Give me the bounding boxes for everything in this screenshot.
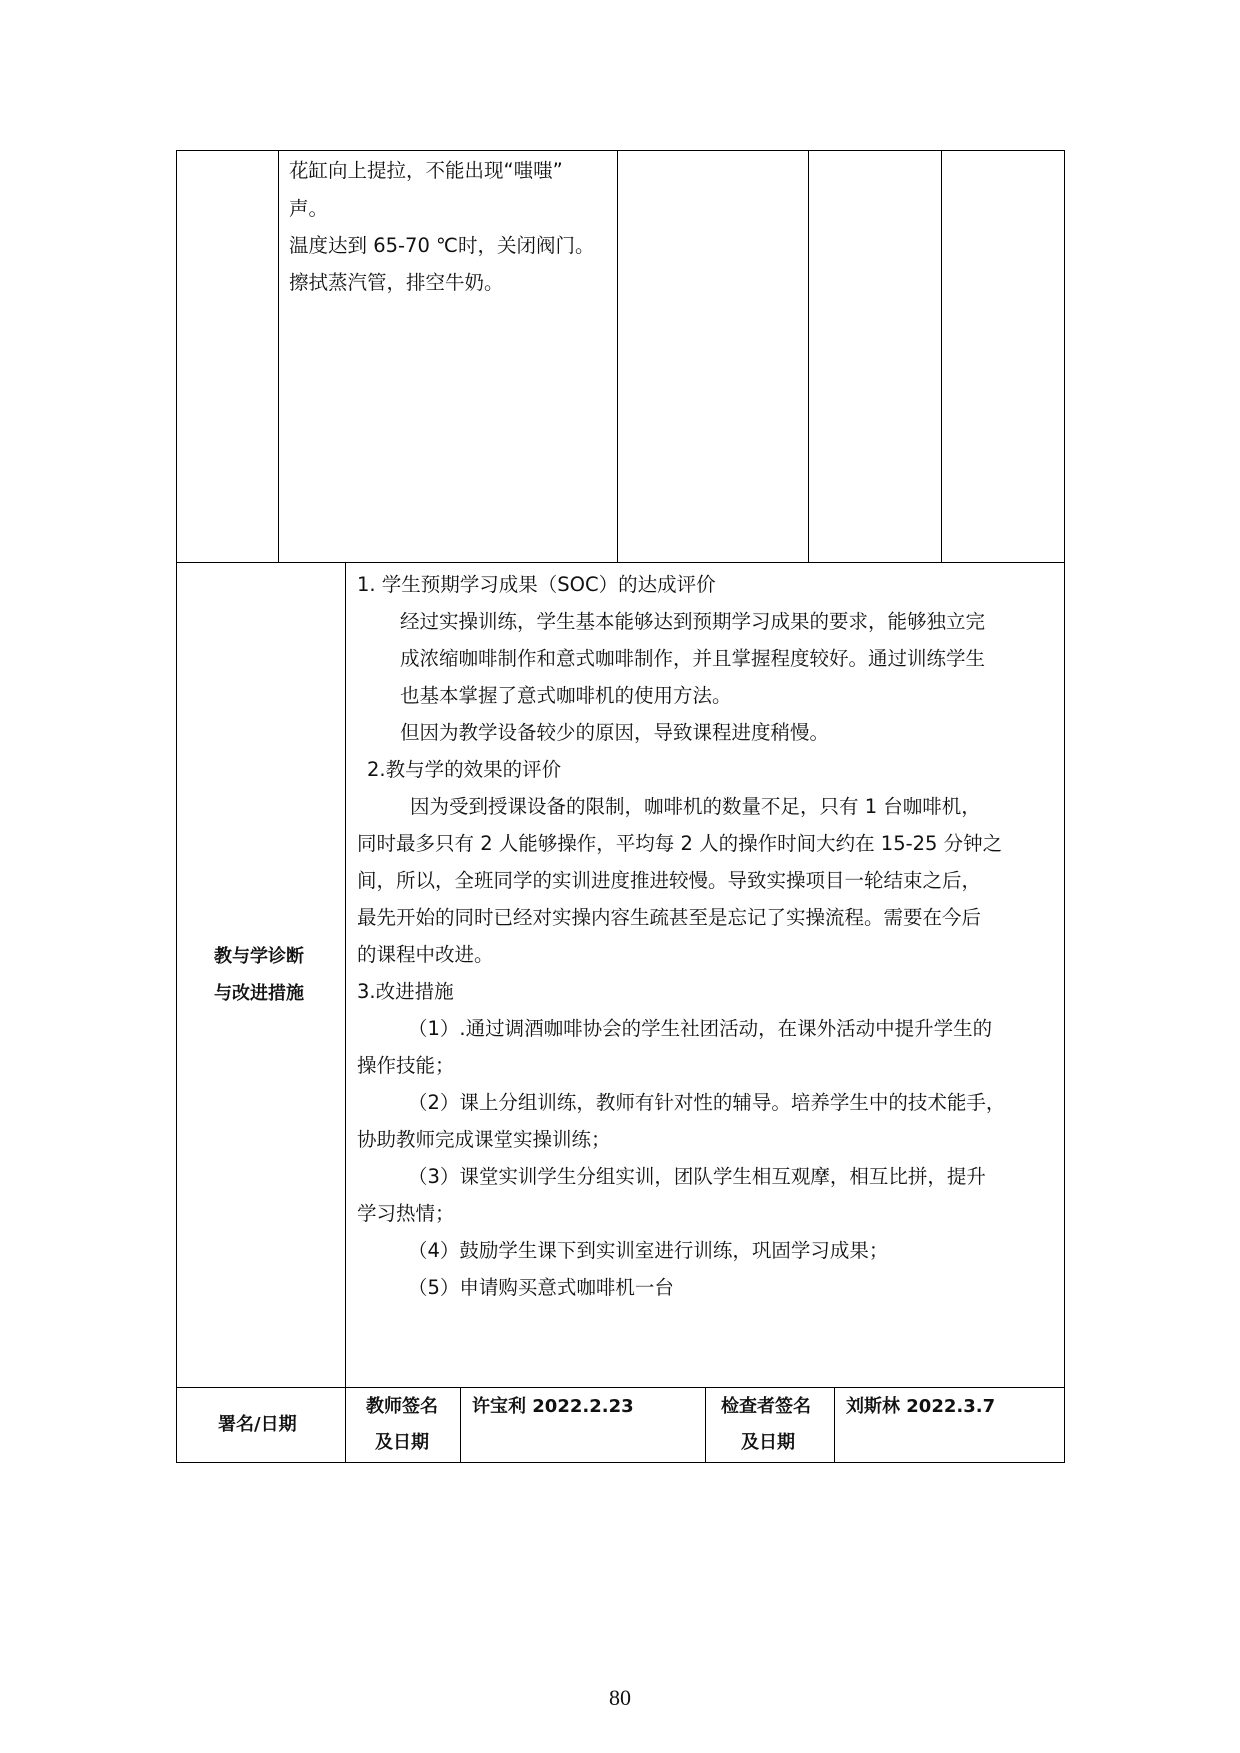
step-line: 擦拭蒸汽管，排空牛奶。 bbox=[289, 271, 504, 294]
top-col-divider-3 bbox=[808, 150, 809, 563]
measure-line: （2）课上分组训练，教师有针对性的辅导。培养学生中的技术能手， bbox=[408, 1091, 1006, 1114]
diagnosis-label-line2: 与改进措施 bbox=[214, 983, 304, 1004]
mid-col-divider bbox=[345, 562, 346, 1463]
sig-col-divider-1 bbox=[460, 1387, 461, 1463]
diagnosis-label-line1: 教与学诊断 bbox=[214, 946, 304, 967]
checker-signature-label-line2: 及日期 bbox=[741, 1432, 795, 1453]
sig-col-divider-2 bbox=[705, 1387, 706, 1463]
table-border-bottom bbox=[176, 1462, 1065, 1463]
checker-signature-label-line1: 检查者签名 bbox=[721, 1396, 811, 1417]
checker-signature-value: 刘斯林 2022.3.7 bbox=[846, 1396, 996, 1417]
paragraph-line: 因为受到授课设备的限制，咖啡机的数量不足，只有 1 台咖啡机， bbox=[410, 795, 981, 818]
step-line: 花缸向上提拉，不能出现“嗤嗤” bbox=[289, 159, 563, 182]
sig-col-divider-3 bbox=[834, 1387, 835, 1463]
paragraph-line: 成浓缩咖啡制作和意式咖啡制作，并且掌握程度较好。通过训练学生 bbox=[400, 647, 986, 670]
table-border-left bbox=[176, 150, 177, 1463]
page-number: 80 bbox=[609, 1685, 631, 1710]
paragraph-line: 经过实操训练，学生基本能够达到预期学习成果的要求，能够独立完 bbox=[400, 610, 986, 633]
top-col-divider-2 bbox=[617, 150, 618, 563]
paragraph-line: 的课程中改进。 bbox=[357, 943, 494, 966]
measure-line: （3）课堂实训学生分组实训，团队学生相互观摩，相互比拼，提升 bbox=[408, 1165, 986, 1188]
measure-line: （4）鼓励学生课下到实训室进行训练，巩固学习成果； bbox=[408, 1239, 889, 1262]
section-heading: 3.改进措施 bbox=[357, 980, 454, 1003]
teacher-signature-label-line1: 教师签名 bbox=[366, 1396, 438, 1417]
top-col-divider-4 bbox=[941, 150, 942, 563]
teacher-signature-value: 许宝利 2022.2.23 bbox=[472, 1396, 634, 1417]
paragraph-line: 间，所以，全班同学的实训进度推进较慢。导致实操项目一轮结束之后， bbox=[357, 869, 982, 892]
table-row-divider-1 bbox=[176, 562, 1065, 563]
measure-line: 学习热情； bbox=[357, 1202, 455, 1225]
paragraph-line: 但因为教学设备较少的原因，导致课程进度稍慢。 bbox=[400, 721, 830, 744]
section-heading: 2.教与学的效果的评价 bbox=[367, 758, 562, 781]
measure-line: 操作技能； bbox=[357, 1054, 455, 1077]
section-heading: 1. 学生预期学习成果（SOC）的达成评价 bbox=[357, 573, 716, 596]
paragraph-line: 同时最多只有 2 人能够操作，平均每 2 人的操作时间大约在 15-25 分钟之 bbox=[357, 832, 1003, 855]
paragraph-line: 也基本掌握了意式咖啡机的使用方法。 bbox=[400, 684, 732, 707]
measure-line: （1）.通过调酒咖啡协会的学生社团活动，在课外活动中提升学生的 bbox=[408, 1017, 993, 1040]
table-border-top bbox=[176, 150, 1065, 151]
teacher-signature-label-line2: 及日期 bbox=[375, 1432, 429, 1453]
table-border-right bbox=[1064, 150, 1065, 1463]
top-col-divider-1 bbox=[278, 150, 279, 563]
step-line: 温度达到 65-70 ℃时，关闭阀门。 bbox=[289, 234, 595, 257]
signature-label: 署名/日期 bbox=[218, 1414, 297, 1435]
paragraph-line: 最先开始的同时已经对实操内容生疏甚至是忘记了实操流程。需要在今后 bbox=[357, 906, 982, 929]
step-line: 声。 bbox=[289, 197, 329, 220]
measure-line: （5）申请购买意式咖啡机一台 bbox=[408, 1276, 674, 1299]
measure-line: 协助教师完成课堂实操训练； bbox=[357, 1128, 611, 1151]
